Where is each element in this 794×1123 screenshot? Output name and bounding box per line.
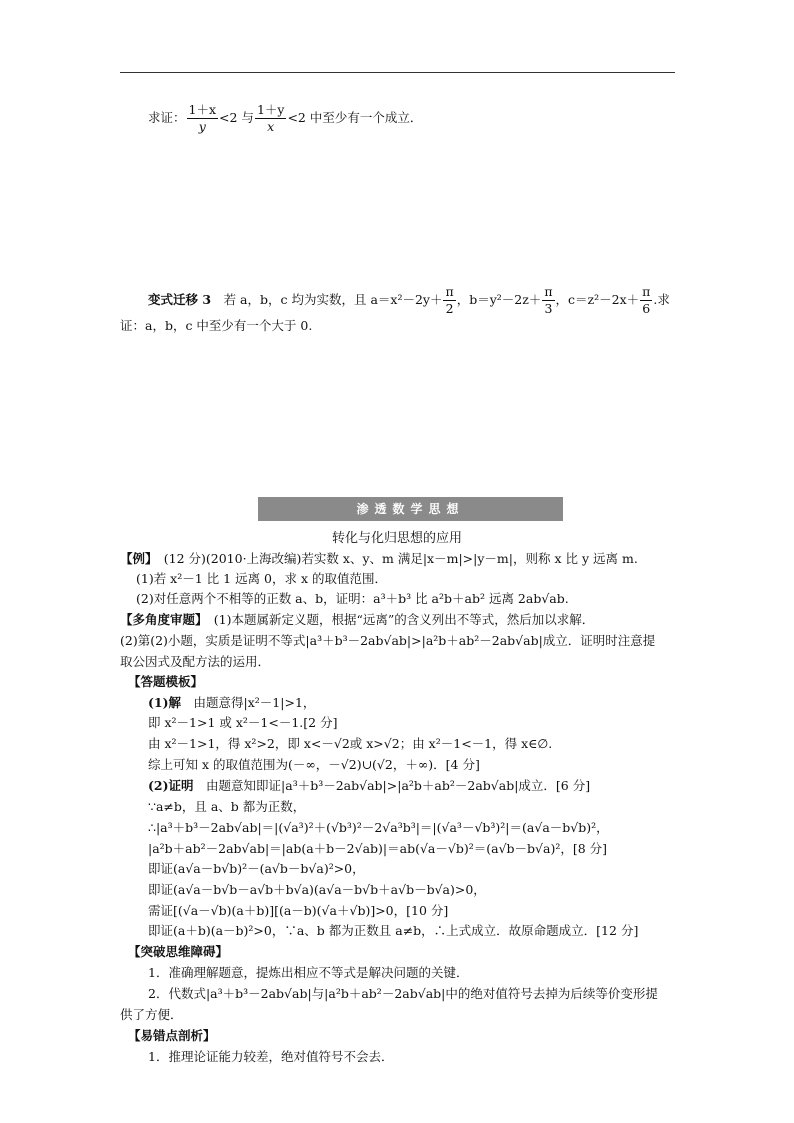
body-line: ∴|a³＋b³－2ab√ab|＝|(√a³)²＋(√b³)²－2√a³b³|＝|(√a³－√b³)²|＝(a√a－b√b)²， bbox=[148, 820, 609, 835]
body-line: 2．代数式|a³＋b³－2ab√ab|与|a²b＋ab²－2ab√ab|中的绝对值符号去掉为后续等价变形提 bbox=[148, 986, 658, 1001]
body-line: 【突破思维障碍】 bbox=[128, 944, 229, 959]
section-title: 转化与化归思想的应用 bbox=[331, 531, 462, 546]
body-line: 【易错点剖析】 bbox=[128, 1028, 216, 1043]
prompt-prefix: 求证： bbox=[148, 110, 186, 125]
body-line: ∵a≠b，且 a、b 都为正数， bbox=[148, 799, 306, 814]
prompt-suffix: <2 中至少有一个成立． bbox=[287, 110, 423, 125]
fraction-pi-3: $\frac{\pi}{3}$ bbox=[544, 284, 553, 316]
fraction-1: $\frac{1+x}{y}$ bbox=[188, 102, 217, 134]
body-line: 供了方便． bbox=[120, 1007, 183, 1022]
body-line: 【多角度审题】 (1)本题属新定义题，根据“远离”的含义列出不等式，然后加以求解． bbox=[120, 612, 595, 627]
body-line: (2)证明 由题意知即证|a³＋b³－2ab√ab|>|a²b＋ab²－2ab√ab|成立．[6 分] bbox=[148, 778, 591, 793]
body-line: 综上可知 x 的取值范围为(－∞，－√2)∪(√2，＋∞)．[4 分] bbox=[148, 757, 480, 772]
body-line: 【例】 (12 分)(2010·上海改编)若实数 x、y、m 满足|x－m|>|y－m|，则称 x 比 y 远离 m. bbox=[120, 551, 638, 566]
fraction-pi-2: $\frac{\pi}{2}$ bbox=[445, 284, 454, 316]
body-line: 即 x²－1>1 或 x²－1<－1.[2 分] bbox=[148, 715, 338, 730]
fraction-2: $\frac{1+y}{x}$ bbox=[256, 102, 285, 134]
variant-line-2: 证：a，b，c 中至少有一个大于 0. bbox=[120, 318, 313, 333]
body-line: 1．准确理解题意，提炼出相应不等式是解决问题的关键． bbox=[148, 965, 469, 980]
body-line: 由 x²－1>1，得 x²>2，即 x<－√2或 x>√2；由 x²－1<－1，得 x∈∅. bbox=[148, 736, 553, 751]
body-line: 【答题模板】 bbox=[128, 674, 204, 689]
body-line: (1)若 x²－1 比 1 远离 0，求 x 的取值范围． bbox=[136, 571, 387, 586]
body-line: (2)对任意两个不相等的正数 a、b，证明：a³＋b³ 比 a²b＋ab² 远离 2ab√ab. bbox=[136, 591, 569, 606]
variant-label: 变式迁移 3 bbox=[148, 292, 212, 307]
fraction-pi-6: $\frac{\pi}{6}$ bbox=[642, 284, 651, 316]
body-line: 取公因式及配方法的运用． bbox=[120, 654, 271, 669]
body-line: 即证(a√a－b√b)²－(a√b－b√a)²>0， bbox=[148, 861, 365, 876]
prompt-mid: <2 与 bbox=[219, 110, 254, 125]
header-rule bbox=[120, 72, 675, 73]
body-line: 即证(a＋b)(a－b)²>0，∵a、b 都为正数且 a≠b，∴上式成立．故原命题成立．[12 分] bbox=[148, 923, 639, 938]
variant-line-1: 变式迁移 3 若 a，b，c 均为实数，且 a＝x²－2y＋ $\frac{\pi}{2}$ ，b＝y²－2z＋ $\frac{\pi}{3}$ ，c＝z²－2x＋ $\frac{\pi}{6}$ .求 bbox=[148, 284, 670, 316]
body-line: (2)第(2)小题，实质是证明不等式|a³＋b³－2ab√ab|>|a²b＋ab²－2ab√ab|成立．证明时注意提 bbox=[120, 633, 656, 648]
proof-prompt bbox=[148, 104, 422, 133]
body-line: (1)解 由题意得|x²－1|>1， bbox=[148, 695, 316, 710]
body-line: |a²b＋ab²－2ab√ab|＝|ab(a＋b－2√ab)|＝ab(√a－√b)²＝(a√b－b√a)²，[8 分] bbox=[148, 841, 608, 856]
body-line: 1．推理论证能力较差，绝对值符号不会去． bbox=[148, 1049, 394, 1064]
body-line: 需证[(√a－√b)(a＋b)][(a－b)(√a＋√b)]>0，[10 分] bbox=[148, 903, 449, 918]
section-bar: 渗透数学思想 bbox=[258, 497, 563, 521]
body-line: 即证(a√a－b√b－a√b＋b√a)(a√a－b√b＋a√b－b√a)>0， bbox=[148, 882, 486, 897]
